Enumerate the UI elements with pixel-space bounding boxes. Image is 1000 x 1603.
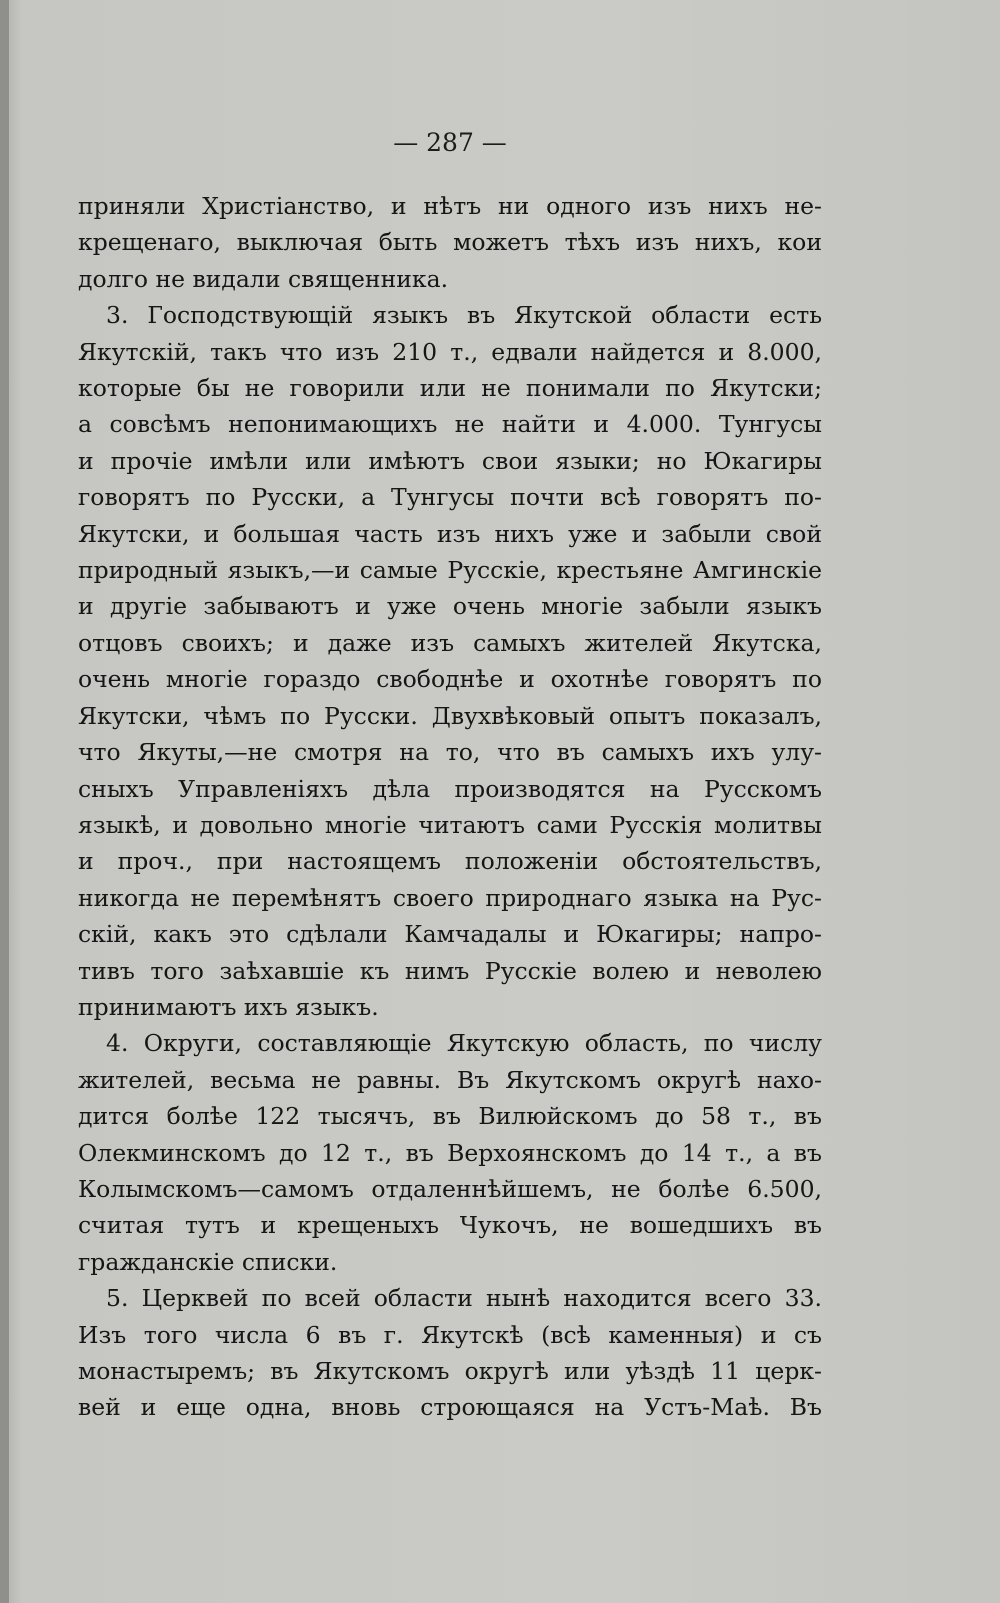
text-line: и прочіе имѣли или имѣютъ свои языки; но Юкагиры bbox=[78, 446, 822, 475]
text-line: 3. Господствующій языкъ въ Якутской области есть bbox=[106, 301, 822, 330]
text-line: жителей, весьма не равны. Въ Якутскомъ округѣ нахо- bbox=[78, 1065, 822, 1094]
text-line: и другіе забываютъ и уже очень многіе забыли языкъ bbox=[78, 592, 822, 621]
page-body-text bbox=[78, 188, 822, 1426]
text-line: природный языкъ,—и самые Русскіе, крестьяне Амгинскіе bbox=[78, 556, 822, 585]
text-line: которые бы не говорили или не понимали по Якутски; bbox=[78, 374, 822, 403]
text-line: монастыремъ; въ Якутскомъ округѣ или уѣздѣ 11 церк- bbox=[78, 1357, 822, 1385]
text-line: считая тутъ и крещеныхъ Чукочъ, не вошедшихъ въ bbox=[78, 1211, 822, 1240]
text-line: тивъ того заѣхавшіе къ нимъ Русскіе волею и неволею bbox=[78, 956, 822, 985]
text-line: крещенаго, выключая быть можетъ тѣхъ изъ нихъ, кои bbox=[78, 228, 822, 257]
page-number: — 287 — bbox=[393, 128, 507, 157]
text-line: сныхъ Управленіяхъ дѣла производятся на Русскомъ bbox=[78, 774, 822, 803]
text-line: очень многіе гораздо свободнѣе и охотнѣе говорятъ по bbox=[78, 665, 822, 694]
text-line: Якутски, и большая часть изъ нихъ уже и забыли свой bbox=[78, 519, 822, 548]
text-line: дится болѣе 122 тысячъ, въ Вилюйскомъ до 58 т., въ bbox=[78, 1102, 822, 1131]
text-line: 5. Церквей по всей области нынѣ находится всего 33. bbox=[106, 1284, 822, 1313]
text-line: отцовъ своихъ; и даже изъ самыхъ жителей Якутска, bbox=[78, 628, 822, 657]
text-line: говорятъ по Русски, а Тунгусы почти всѣ говорятъ по- bbox=[78, 483, 822, 512]
text-line: Изъ того числа 6 въ г. Якутскѣ (всѣ каменныя) и съ bbox=[78, 1320, 822, 1349]
text-line: языкѣ, и довольно многіе читаютъ сами Русскія молитвы bbox=[78, 810, 822, 839]
text-line: принимаютъ ихъ языкъ. bbox=[78, 992, 379, 1021]
text-line: Якутскій, такъ что изъ 210 т., едвали найдется и 8.000, bbox=[78, 337, 822, 366]
scan-edge-shadow bbox=[0, 0, 9, 1603]
text-line: и проч., при настоящемъ положеніи обстоятельствъ, bbox=[78, 847, 822, 876]
text-line: Колымскомъ—самомъ отдаленнѣйшемъ, не болѣе 6.500, bbox=[78, 1174, 822, 1203]
text-line: 4. Округи, составляющіе Якутскую область, по числу bbox=[106, 1029, 822, 1058]
text-line: а совсѣмъ непонимающихъ не найти и 4.000. Тунгусы bbox=[78, 410, 822, 439]
text-line: что Якуты,—не смотря на то, что въ самыхъ ихъ улу- bbox=[78, 738, 822, 767]
text-line: приняли Христіанство, и нѣтъ ни одного изъ нихъ не- bbox=[78, 192, 822, 220]
text-line: скій, какъ это сдѣлали Камчадалы и Юкагиры; напро- bbox=[78, 920, 822, 949]
text-line: вей и еще одна, вновь строющаяся на Устъ-Маѣ. Въ bbox=[78, 1393, 822, 1422]
text-line: гражданскіе списки. bbox=[78, 1247, 338, 1276]
text-line: никогда не перемѣнятъ своего природнаго языка на Рус- bbox=[78, 883, 822, 912]
text-line: Якутски, чѣмъ по Русски. Двухвѣковый опытъ показалъ, bbox=[78, 701, 822, 730]
text-line: Олекминскомъ до 12 т., въ Верхоянскомъ до 14 т., а въ bbox=[78, 1138, 822, 1167]
text-line: долго не видали священника. bbox=[78, 264, 449, 293]
